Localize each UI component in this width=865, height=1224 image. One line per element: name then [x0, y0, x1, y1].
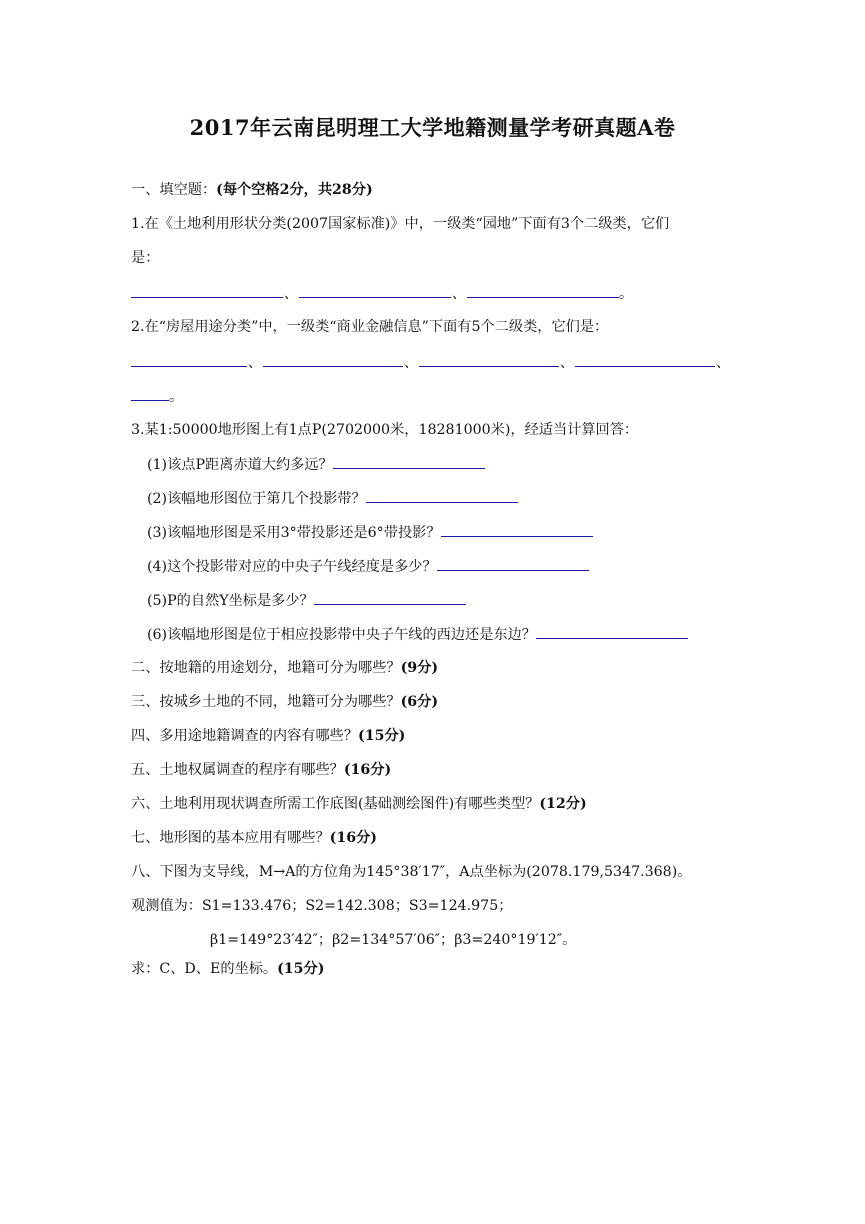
q3-sub-4 [147, 556, 589, 577]
answer-blank[interactable] [131, 352, 247, 367]
q2-text: 2.在“房屋用途分类”中，一级类“商业金融信息”下面有5个二级类，它们是： [131, 319, 609, 335]
question-item [131, 658, 438, 678]
separator: 、 [715, 355, 731, 371]
q3-sub-6 [147, 624, 688, 645]
answer-blank[interactable] [131, 386, 169, 401]
question-text: 七、地形图的基本应用有哪些？ [131, 830, 330, 846]
question-text: 四、多用途地籍调查的内容有哪些？ [131, 728, 359, 744]
question-item [131, 794, 587, 814]
answer-blank[interactable] [437, 556, 589, 571]
question-item [131, 760, 391, 780]
answer-blank[interactable] [536, 624, 688, 639]
q1-blanks [131, 283, 633, 304]
sub-question-text: (4)这个投影带对应的中央子午线经度是多少？ [147, 559, 437, 575]
answer-blank[interactable] [419, 352, 559, 367]
answer-blank[interactable] [131, 283, 283, 298]
sub-question-text: (2)该幅地形图位于第几个投影带？ [147, 491, 366, 507]
q1-text: 1.在《土地利用形状分类(2007国家标准)》中，一级类“园地”下面有3个二级类，它们 [131, 216, 670, 232]
question-text: 二、按地籍的用途划分，地籍可分为哪些？ [131, 660, 401, 676]
q8-ask [131, 959, 324, 979]
question-text: 三、按城乡土地的不同，地籍可分为哪些？ [131, 694, 401, 710]
q1-text-cont: 是： [131, 250, 160, 266]
answer-blank[interactable] [263, 352, 403, 367]
separator: 、 [451, 286, 467, 302]
answer-blank[interactable] [575, 352, 715, 367]
q3-sub-2 [147, 488, 518, 509]
sub-question-text: (6)该幅地形图是位于相应投影带中央子午线的西边还是东边？ [147, 627, 536, 643]
question-item [131, 726, 405, 746]
answer-blank[interactable] [314, 590, 466, 605]
question-text: 五、土地权属调查的程序有哪些？ [131, 762, 344, 778]
question-points: (16分) [329, 830, 377, 846]
sub-question-text: (3)该幅地形图是采用3°带投影还是6°带投影？ [147, 525, 441, 541]
q3-sub-5 [147, 590, 466, 611]
answer-blank[interactable] [441, 522, 593, 537]
sub-question-text: (5)P的自然Y坐标是多少？ [147, 593, 314, 609]
question-item [131, 828, 377, 848]
question-points: (12分) [539, 796, 587, 812]
answer-blank[interactable] [299, 283, 451, 298]
q8-angles: β1=149°23′42″；β2=134°57′06″；β3=240°19′12″。 [210, 932, 577, 948]
separator: 、 [559, 355, 575, 371]
question-points: (9分) [400, 660, 439, 676]
question-text: 六、土地利用现状调查所需工作底图(基础测绘图件)有哪些类型？ [131, 796, 540, 812]
question-points: (6分) [400, 694, 439, 710]
end-mark: 。 [619, 286, 634, 302]
answer-blank[interactable] [366, 488, 518, 503]
q2-blanks [131, 352, 731, 373]
q2-blanks-cont [131, 386, 183, 407]
q8-points: (15分) [277, 961, 325, 977]
separator: 、 [403, 355, 419, 371]
section-1-heading [131, 180, 373, 200]
page-title: 2017年云南昆明理工大学地籍测量学考研真题A卷 [189, 115, 676, 140]
answer-blank[interactable] [467, 283, 619, 298]
section-1-points: (每个空格2分，共28分) [216, 182, 373, 198]
section-1-label: 一、填空题： [131, 182, 217, 198]
separator: 、 [247, 355, 263, 371]
question-item [131, 692, 438, 712]
q8-ask-text: 求：C、D、E的坐标。 [131, 961, 278, 977]
q3-sub-1 [147, 454, 485, 475]
q8-text: 八、下图为支导线，M→A的方位角为145°38′17″，A点坐标为(2078.179,5347.368)。 [131, 864, 692, 880]
q3-text: 3.某1:50000地形图上有1点P(2702000米，18281000米)，经适当计算回答： [131, 422, 639, 438]
end-mark: 。 [169, 389, 184, 405]
q8-observations: 观测值为：S1=133.476；S2=142.308；S3=124.975； [131, 898, 513, 914]
q3-sub-3 [147, 522, 593, 543]
answer-blank[interactable] [333, 454, 485, 469]
question-points: (15分) [358, 728, 406, 744]
sub-question-text: (1)该点P距离赤道大约多远？ [147, 457, 333, 473]
separator: 、 [283, 286, 299, 302]
question-points: (16分) [343, 762, 392, 778]
